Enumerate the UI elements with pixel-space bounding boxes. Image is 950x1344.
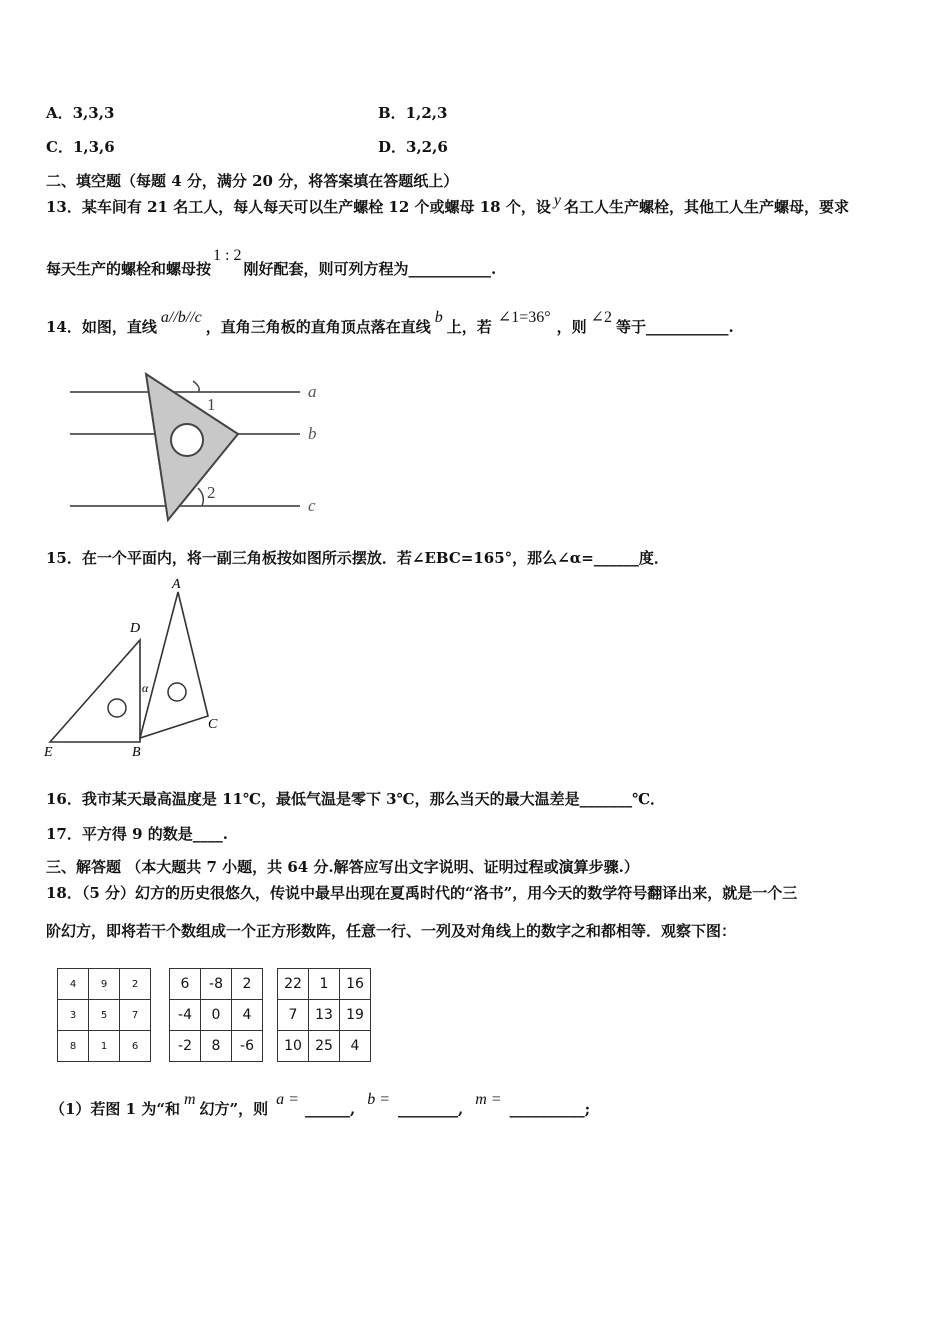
cell: 4 — [232, 1000, 263, 1031]
label-B: B — [132, 745, 141, 760]
ruler-hole — [171, 424, 203, 456]
q14-angle1: ∠1=36° — [497, 309, 551, 326]
cell: 7 — [120, 1000, 151, 1031]
q14-part4: ，则 — [556, 318, 587, 336]
cell: 8 — [201, 1031, 232, 1062]
q16-text: 16．我市某天最高温度是 11℃，最低气温是零下 3℃，那么当天的最大温差是_______℃． — [46, 790, 666, 808]
section3-heading: 三、解答题 （本大题共 7 小题，共 64 分.解答应写出文字说明、证明过程或演算步骤.） — [46, 858, 639, 876]
triangle-abc — [140, 592, 208, 738]
cell: 2 — [232, 969, 263, 1000]
q14-figure — [60, 368, 330, 528]
label-C: C — [208, 717, 218, 732]
label-2: 2 — [207, 483, 216, 502]
q18-a-eq: a = — [276, 1091, 299, 1108]
q18-m-eq: m = — [475, 1091, 502, 1108]
cell: 3 — [58, 1000, 89, 1031]
choice-a: A．3,3,3 — [46, 104, 115, 122]
cell: 7 — [278, 1000, 309, 1031]
q13-var-y: y — [553, 192, 561, 209]
label-a: a — [308, 382, 317, 401]
q18-blank-m[interactable]: __________; — [509, 1100, 591, 1118]
q18-b-eq: b = — [367, 1091, 390, 1108]
q13-line2a: 每天生产的螺栓和螺母按 — [46, 260, 212, 278]
choice-d: D．3,2,6 — [378, 138, 448, 156]
cell: -4 — [170, 1000, 201, 1031]
cell: 13 — [309, 1000, 340, 1031]
q18-blank-b[interactable]: ________, — [397, 1100, 464, 1118]
triangle-dbe — [50, 640, 140, 742]
cell: 19 — [340, 1000, 371, 1031]
q18-sub1 — [50, 1091, 591, 1119]
q13-ratio: 1 : 2 — [213, 247, 242, 264]
cell: 9 — [89, 969, 120, 1000]
q14-part1: 14．如图，直线 — [46, 318, 157, 336]
cell: 22 — [278, 969, 309, 1000]
q18-line2: 阶幻方，即将若干个数组成一个正方形数阵，任意一行、一列及对角线上的数字之和都相等．观察下图： — [46, 922, 737, 940]
q15-figure — [40, 574, 240, 764]
cell: 25 — [309, 1031, 340, 1062]
q15-text: 15．在一个平面内，将一副三角板按如图所示摆放．若∠EBC=165°，那么∠α=______度． — [46, 549, 669, 567]
label-c: c — [308, 496, 316, 515]
cell: 6 — [120, 1031, 151, 1062]
label-D: D — [130, 621, 141, 636]
cell: 8 — [58, 1031, 89, 1062]
q13-line1 — [46, 192, 849, 217]
q18-sub1-m: m — [183, 1091, 196, 1108]
label-1: 1 — [207, 395, 216, 414]
magic-square-2 — [169, 968, 263, 1062]
q13-line2b: 刚好配套，则可列方程为___________. — [243, 260, 497, 278]
q14-part3: 上，若 — [446, 318, 492, 336]
label-b: b — [308, 424, 317, 443]
q18-blank-a[interactable]: ______, — [304, 1100, 356, 1118]
q13-line2 — [46, 247, 497, 279]
q17-text: 17．平方得 9 的数是____. — [46, 825, 228, 843]
cell: 10 — [278, 1031, 309, 1062]
q14-parallel: a//b//c — [160, 309, 202, 326]
cell: 4 — [340, 1031, 371, 1062]
q14-var-b: b — [434, 309, 443, 326]
label-alpha: α — [142, 681, 149, 695]
section2-heading: 二、填空题（每题 4 分，满分 20 分，将答案填在答题纸上） — [46, 172, 459, 190]
q18-sub1-a: （1）若图 1 为“和 — [50, 1100, 180, 1118]
q14-part5: 等于___________. — [616, 318, 734, 336]
choice-c: C．1,3,6 — [46, 138, 115, 156]
cell: 6 — [170, 969, 201, 1000]
q13-line1b: 名工人生产螺栓，其他工人生产螺母，要求 — [563, 198, 849, 216]
cell: -6 — [232, 1031, 263, 1062]
angle1-arc — [193, 381, 199, 392]
magic-square-1 — [57, 968, 151, 1062]
q13-line1a: 13．某车间有 21 名工人，每人每天可以生产螺栓 12 个或螺母 18 个，设 — [46, 198, 551, 216]
cell: -8 — [201, 969, 232, 1000]
cell: 4 — [58, 969, 89, 1000]
cell: -2 — [170, 1031, 201, 1062]
q14-part2: ，直角三角板的直角顶点落在直线 — [205, 318, 431, 336]
cell: 1 — [89, 1031, 120, 1062]
cell: 16 — [340, 969, 371, 1000]
q14-angle2: ∠2 — [590, 309, 613, 326]
cell: 1 — [309, 969, 340, 1000]
q18-sub1-b: 幻方”，则 — [199, 1100, 269, 1118]
label-A: A — [172, 577, 181, 592]
q18-line1: 18．（5 分）幻方的历史很悠久，传说中最早出现在夏禹时代的“洛书”，用今天的数学符号翻译出来，就是一个三 — [46, 884, 798, 902]
cell: 0 — [201, 1000, 232, 1031]
cell: 5 — [89, 1000, 120, 1031]
magic-square-3 — [277, 968, 371, 1062]
q14-text — [46, 309, 734, 337]
cell: 2 — [120, 969, 151, 1000]
label-E: E — [44, 745, 53, 760]
angle2-arc — [198, 488, 203, 506]
choice-b: B．1,2,3 — [378, 104, 448, 122]
